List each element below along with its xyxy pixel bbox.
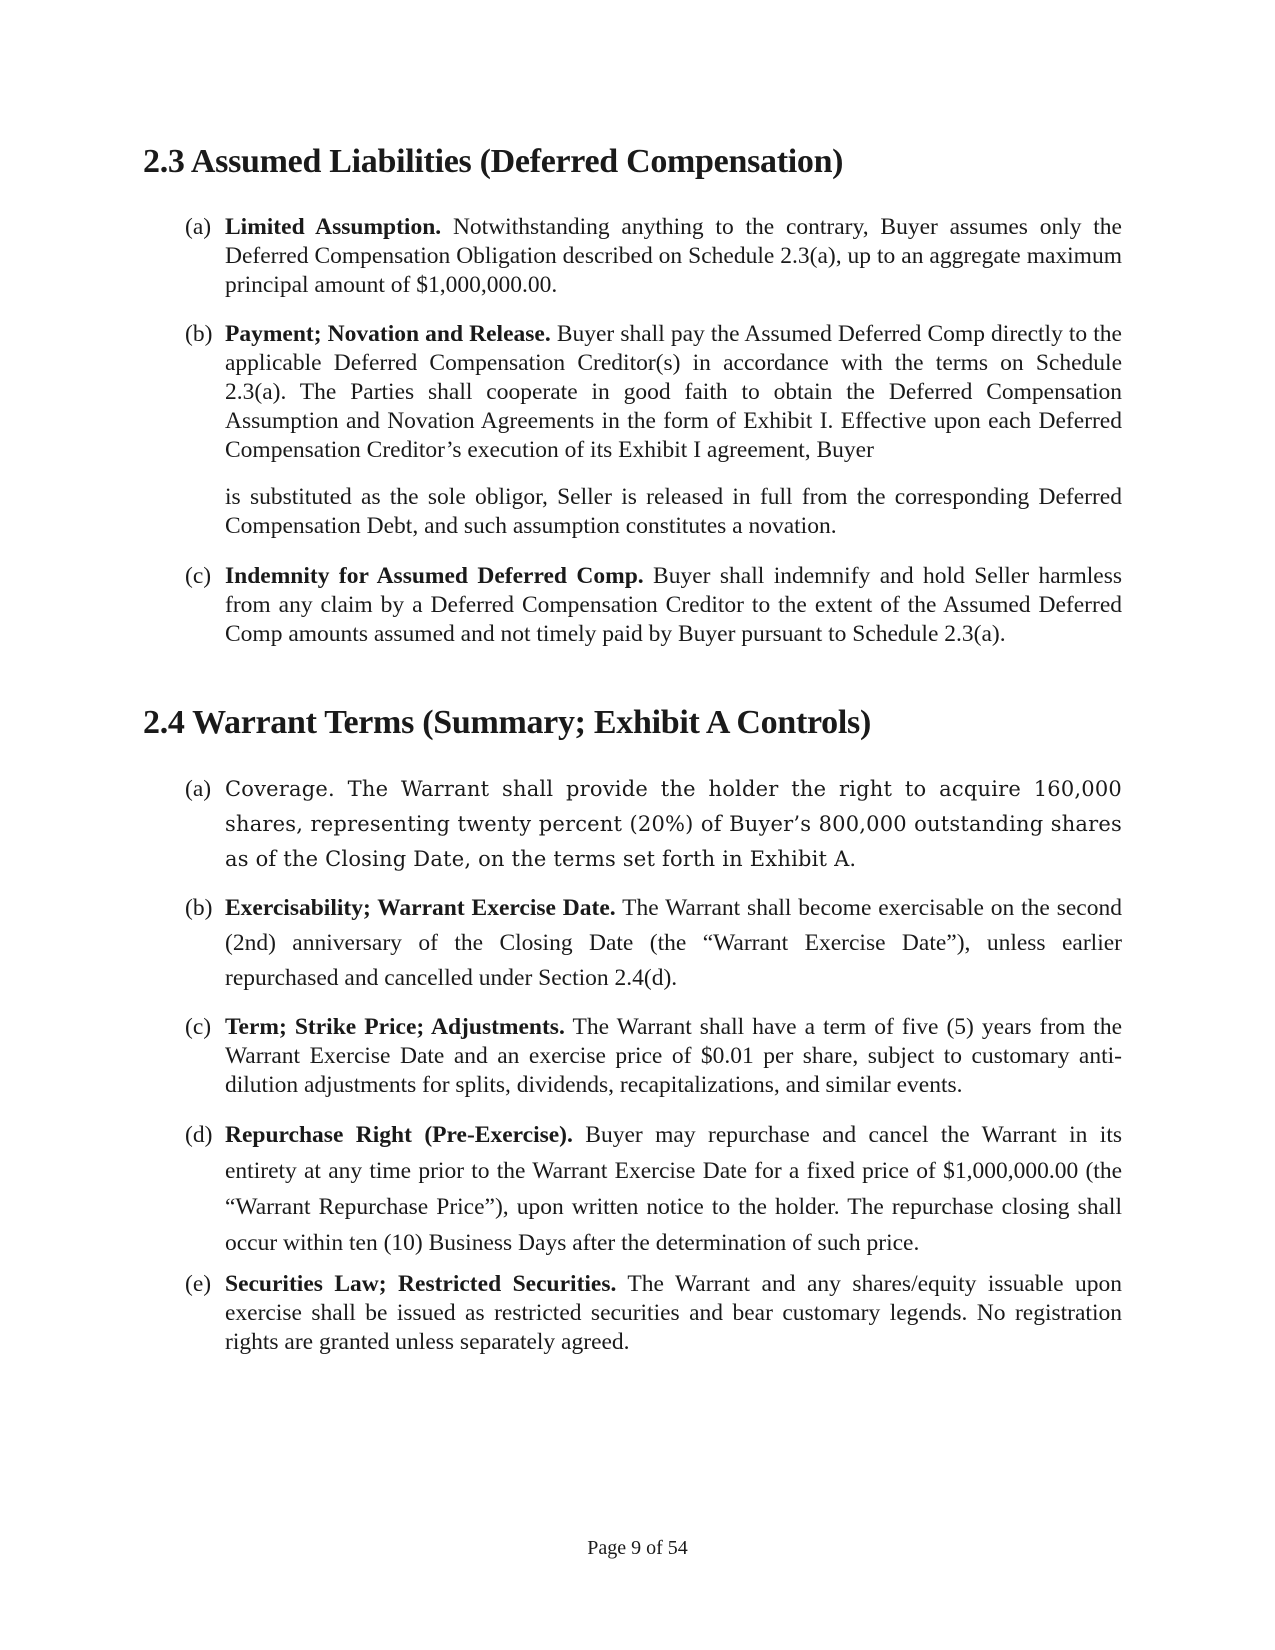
- clause-2-4-b: [185, 891, 1122, 996]
- section-heading-2-3: 2.3 Assumed Liabilities (Deferred Compensation): [143, 143, 844, 180]
- clause-label: (e): [185, 1271, 212, 1297]
- clause-title: Repurchase Right (Pre-Exercise).: [225, 1122, 573, 1148]
- clause-text: Coverage. The Warrant shall provide the holder the right to acquire 160,000 shares, representing twenty percent (20%) of Buyer’s 800,000 outstanding shares as of the Closing Date, on the terms set forth in Exhibit A.: [225, 777, 1122, 871]
- clause-text: Notwithstanding anything to the contrary, Buyer assumes only the Deferred Compensation Obligation described on Schedule 2.3(a), up to an aggregate maximum principal amount of $1,000,000.00.: [225, 214, 1122, 298]
- clause-label: (b): [185, 895, 213, 921]
- clause-title: Term; Strike Price; Adjustments.: [225, 1014, 565, 1040]
- clause-text: Buyer shall pay the Assumed Deferred Comp directly to the applicable Deferred Compensation Creditor(s) in accordance with the terms on Schedule 2.3(a). The Parties shall cooperate in good faith to obtain the Deferred Compensation Assumption and Novation Agreements in the form of Exhibit I. Effective upon each Deferred Compensation Creditor’s execution of its Exhibit I agreement, Buyer: [225, 321, 1122, 463]
- section-heading-2-4: 2.4 Warrant Terms (Summary; Exhibit A Controls): [143, 704, 871, 741]
- clause-label: (d): [185, 1122, 213, 1148]
- clause-2-3-b: [185, 320, 1122, 465]
- clause-2-3-b-continuation: [185, 483, 1122, 541]
- clause-title: Exercisability; Warrant Exercise Date.: [225, 895, 616, 921]
- clause-2-3-c: [185, 562, 1122, 649]
- clause-2-3-a: [185, 213, 1122, 300]
- clause-text: Buyer shall indemnify and hold Seller harmless from any claim by a Deferred Compensation Creditor to the extent of the Assumed Deferred Comp amounts assumed and not timely paid by Buyer pursuant to Schedule 2.3(a).: [225, 563, 1122, 647]
- clause-title: Payment; Novation and Release.: [225, 321, 551, 347]
- clause-2-4-e: [185, 1270, 1122, 1357]
- clause-text: The Warrant shall become exercisable on the second (2nd) anniversary of the Closing Date (the “Warrant Exercise Date”), unless earlier repurchased and cancelled under Section 2.4(d).: [225, 895, 1122, 991]
- clause-label: (a): [185, 214, 212, 240]
- clause-title: Securities Law; Restricted Securities.: [225, 1271, 617, 1297]
- clause-label: (b): [185, 321, 213, 347]
- clause-2-4-d: [185, 1117, 1122, 1261]
- clause-text: is substituted as the sole obligor, Seller is released in full from the corresponding Deferred Compensation Debt, and such assumption constitutes a novation.: [225, 484, 1122, 539]
- clause-text: Buyer may repurchase and cancel the Warrant in its entirety at any time prior to the Warrant Exercise Date for a fixed price of $1,000,000.00 (the “Warrant Repurchase Price”), upon written notice to the holder. The repurchase closing shall occur within ten (10) Business Days after the determination of such price.: [225, 1122, 1122, 1256]
- clause-label: (c): [185, 1014, 212, 1040]
- clause-label: (c): [185, 563, 212, 589]
- clause-text: The Warrant shall have a term of five (5) years from the Warrant Exercise Date and an exercise price of $0.01 per share, subject to customary anti-dilution adjustments for splits, dividends, recapitalizations, and similar events.: [225, 1014, 1123, 1098]
- clause-label: (a): [185, 776, 212, 802]
- clause-text: The Warrant and any shares/equity issuable upon exercise shall be issued as restricted securities and bear customary legends. No registration rights are granted unless separately agreed.: [225, 1271, 1122, 1355]
- clause-2-4-a: [185, 772, 1122, 877]
- clause-title: Limited Assumption.: [225, 214, 442, 240]
- page-number: Page 9 of 54: [587, 1537, 688, 1559]
- clause-2-4-c: [185, 1013, 1122, 1100]
- clause-title: Indemnity for Assumed Deferred Comp.: [225, 563, 644, 589]
